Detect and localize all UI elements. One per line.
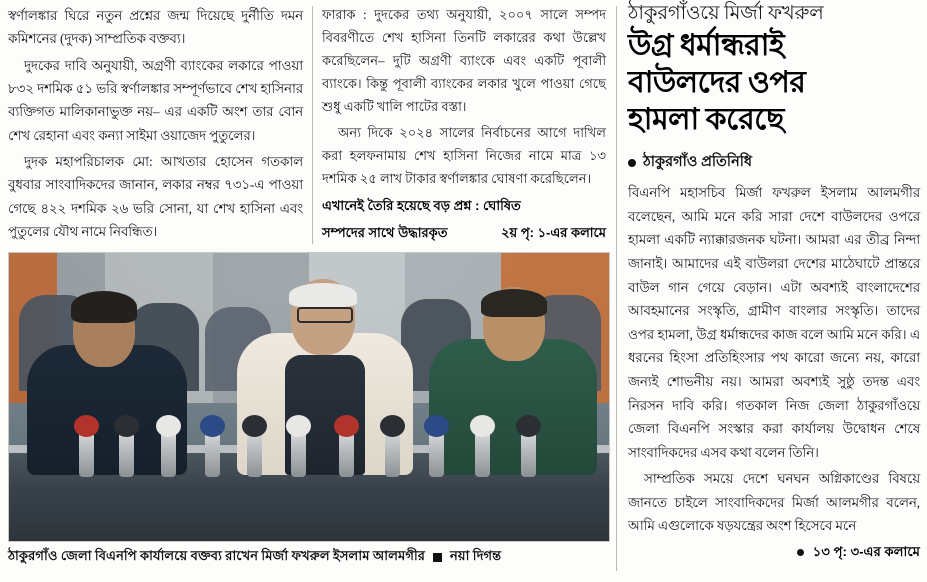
jump-reference[interactable]: ২য় পৃ: ১-এর কলামে: [501, 224, 606, 240]
byline-text: ঠাকুরগাঁও প্রতিনিধি: [643, 154, 753, 171]
headline-line: উগ্র ধর্মান্ধরাই: [628, 29, 785, 63]
headline-line: বাউলদের ওপর: [628, 65, 806, 99]
microphone-head: [200, 415, 225, 437]
microphone: [339, 431, 354, 477]
byline: [628, 151, 920, 175]
microphone: [475, 431, 490, 477]
microphone: [247, 431, 262, 477]
microphone: [205, 431, 220, 477]
microphone: [161, 431, 176, 477]
microphone-head: [424, 415, 449, 437]
paragraph: দুদক মহাপরিচালক মো: আখতার হোসেন গতকাল বুধবার সাংবাদিকদের জানান, লকার নম্বর ৭৩১-এ পাওয়া গেছে ৪২২ দশমিক ২৬ ভরি সোনা, যা শেখ হাসিনা এবং পুতুলের যৌথ নামে নিবন্ধিত।: [8, 153, 303, 239]
paragraph: সাম্প্রতিক সময়ে দেশে ঘনঘন অগ্নিকাণ্ডের বিষয়ে জানতে চাইলে সাংবাদিকদের মির্জা আলমগীর বলেন, আমি এগুলোকে ষড়যন্ত্রের অংশ হিসেবে মনে: [628, 471, 920, 534]
right-column-text: [628, 181, 920, 538]
continuation-reference[interactable]: [628, 542, 920, 564]
microphone-head: [156, 415, 181, 437]
microphone-head: [286, 415, 311, 437]
emphasis-line-1: এখানেই তৈরি হয়েছে বড় প্রশ্ন : ঘোষিত: [322, 197, 521, 213]
photo-scene: [9, 253, 609, 541]
microphone: [79, 431, 94, 477]
paragraph: স্বর্ণালঙ্কার ঘিরে নতুন প্রশ্নের জন্ম দিয়েছে দুর্নীতি দমন কমিশনের (দুদক) সাম্প্রতিক বক্তব্য।: [8, 8, 303, 47]
person-hair: [481, 289, 547, 317]
headline-kicker: ঠাকুরগাঁওয়ে মির্জা ফখরুল: [628, 3, 824, 24]
paragraph: অন্য দিকে ২০২৪ সালের নির্বাচনের আগে দাখিল করা হলফনামায় শেখ হাসিনা নিজের নামে মাত্র ১৩ দশমিক ২৫ লাখ টাকার স্বর্ণালঙ্কার ঘোষণা করেছিলেন।: [322, 124, 606, 186]
left-column: [8, 4, 303, 246]
microphone-head: [334, 415, 359, 437]
microphone-head: [242, 415, 267, 437]
microphone: [429, 431, 444, 477]
bullet-dot-icon: [797, 549, 804, 556]
paragraph: বিএনপি মহাসচিব মির্জা ফখরুল ইসলাম আলমগীর বলেছেন, আমি মনে করি সারা দেশে বাউলদের ওপরে হামলা একটি ন্যাক্কারজনক ঘটনা। আমরা এর তীব্র নিন্দা জানাই। আমাদের এই বাউলরা দেশের মাঠেঘাটে প্রান্তরে বাউল গান গেয়ে বেড়ান। এটা অবশ্যই বাংলাদেশের আবহমানের সংস্কৃতি, গ্রামীণ বাংলার সংস্কৃতি। তাদের ওপর হামলা, উগ্র ধর্মান্ধদের কাজ বলে আমি মনে করি। এ ধরনের হিংসা প্রতিহিংসার পথ কারো জন্যে নয়, কারো জন্যই শোভনীয় নয়। আমরা অবশ্যই সুষ্ঠু তদন্ত এবং নিরসন দাবি করি। গতকাল নিজ জেলা ঠাকুরগাঁওয়ে জেলা বিএনপি সংস্কার করা কার্যালয় উদ্বোধন শেষে সাংবাদিকদের এসব কথা বলেন তিনি।: [628, 185, 920, 460]
left-column-text: [8, 4, 303, 243]
microphone-head: [114, 415, 139, 437]
page-title: [628, 28, 920, 138]
square-bullet-icon: [433, 553, 442, 562]
microphone-head: [516, 415, 541, 437]
microphone: [521, 431, 536, 477]
microphone-head: [74, 415, 99, 437]
photo-caption-text: ঠাকুরগাঁও জেলা বিএনপি কার্যালয়ে বক্তব্য রাখেন মির্জা ফখরুল ইসলাম আলমগীর: [8, 548, 426, 563]
emphasis-line-2: [322, 224, 606, 245]
microphone: [385, 431, 400, 477]
paragraph: দুদকের দাবি অনুযায়ী, অগ্রণী ব্যাংকের লকারে পাওয়া ৮৩২ দশমিক ৫১ ভরি স্বর্ণালঙ্কার সম্পূর্ণভাবে শেখ হাসিনার ব্যক্তিগত মালিকানাভুক্ত নয়– এর একটি অংশ তার বোন শেখ রেহানা এবং কন্যা সাইমা ওয়াজেদ পুতুলের।: [8, 57, 303, 143]
microphone-head: [470, 415, 495, 437]
right-column: [628, 2, 920, 564]
person-hair: [71, 291, 137, 323]
microphone-head: [380, 415, 405, 437]
paragraph: ফারাক : দুদকের তথ্য অনুযায়ী, ২০০৭ সালে সম্পদ বিবরণীতে শেখ হাসিনা তিনটি লকারের কথা উল্লেখ করেছিলেন– দুটি অগ্রণী ব্যাংকে এবং একটি পূবালী ব্যাংকে। কিন্তু পূবালী ব্যাংকের লকার খুলে পাওয়া গেছে শুধু একটি খালি পাটের বস্তা।: [322, 7, 606, 114]
column-divider-1: [312, 6, 313, 244]
news-photo: [8, 252, 610, 542]
microphone: [119, 431, 134, 477]
glasses-icon: [297, 307, 353, 323]
middle-column: [322, 4, 606, 245]
microphone: [291, 431, 306, 477]
person-hair: [289, 283, 357, 307]
bullet-dot-icon: [628, 159, 636, 167]
middle-column-text: [322, 4, 606, 191]
emphasis-line-2-text: সম্পদের সাথে উদ্ধারকৃত: [322, 224, 448, 240]
continuation-text: ১৩ পৃ: ৩-এর কলামে: [812, 544, 920, 560]
photo-credit: নয়া দিগন্ত: [450, 548, 502, 563]
photo-caption: [8, 546, 608, 568]
column-divider-2: [616, 6, 617, 571]
headline-line: হামলা করেছে: [628, 102, 784, 136]
